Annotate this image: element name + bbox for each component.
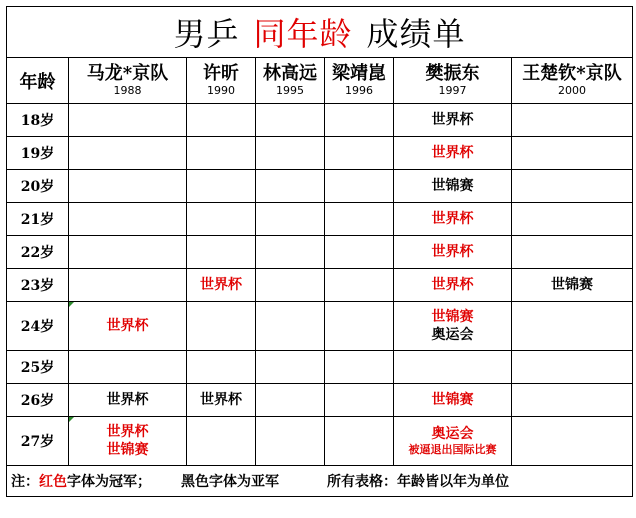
result-cell: [69, 384, 187, 417]
result-entry: 世界杯: [200, 392, 242, 408]
table-row: [7, 302, 633, 351]
result-cell: [512, 170, 633, 203]
table-row: [7, 269, 633, 302]
age-cell: 22岁: [7, 236, 69, 269]
result-cell: [69, 351, 187, 384]
note-red-word: 红色: [39, 474, 67, 490]
result-entry: 世锦赛: [431, 392, 474, 408]
player-header: [69, 58, 187, 104]
player-name: 许昕: [203, 63, 239, 84]
age-cell: 21岁: [7, 203, 69, 236]
result-entry: 奥运会: [431, 426, 474, 442]
player-header: [512, 58, 633, 104]
result-cell: [325, 384, 394, 417]
result-entry: 世界杯: [200, 277, 242, 293]
result-cell: [512, 137, 633, 170]
player-header: [187, 58, 256, 104]
player-name: 梁靖崑: [332, 63, 386, 84]
result-entry: 世界杯: [431, 244, 474, 260]
result-cell: [187, 384, 256, 417]
player-year: 1990: [207, 84, 235, 97]
age-cell: 24岁: [7, 302, 69, 351]
result-cell: [256, 170, 325, 203]
title-part2: 同年龄: [253, 15, 353, 53]
result-cell: [69, 203, 187, 236]
result-cell: [394, 417, 512, 466]
age-cell: 25岁: [7, 351, 69, 384]
result-cell: [187, 137, 256, 170]
table-row: [7, 137, 633, 170]
result-cell: [394, 302, 512, 351]
result-cell: [325, 351, 394, 384]
result-cell: [325, 302, 394, 351]
result-cell: [394, 203, 512, 236]
result-entry: 被逼退出国际比赛: [408, 443, 497, 456]
result-cell: [256, 417, 325, 466]
player-header: [256, 58, 325, 104]
result-entry: 世界杯: [431, 112, 474, 128]
result-cell: [256, 236, 325, 269]
result-cell: [394, 351, 512, 384]
legend-note: [7, 466, 633, 497]
result-cell: [512, 351, 633, 384]
table-row: [7, 351, 633, 384]
table-row: [7, 104, 633, 137]
result-cell: [256, 384, 325, 417]
result-cell: [187, 203, 256, 236]
result-cell: [69, 137, 187, 170]
result-cell: [69, 269, 187, 302]
table-row: [7, 203, 633, 236]
result-cell: [512, 203, 633, 236]
player-name: 马龙*京队: [86, 63, 169, 84]
result-entry: 世界杯: [431, 145, 474, 161]
result-entry: 世界杯: [106, 392, 149, 408]
result-cell: [256, 351, 325, 384]
result-entry: 世界杯: [106, 424, 149, 440]
table-row: [7, 170, 633, 203]
age-cell: 26岁: [7, 384, 69, 417]
result-entry: 世锦赛: [106, 442, 149, 458]
age-cell: 18岁: [7, 104, 69, 137]
result-entry: 世界杯: [431, 211, 474, 227]
result-cell: [187, 302, 256, 351]
note-black-text: 黑色字体为亚军: [181, 474, 279, 490]
table-row: [7, 236, 633, 269]
result-cell: [325, 104, 394, 137]
result-cell: [394, 170, 512, 203]
result-cell: [394, 137, 512, 170]
result-cell: [69, 170, 187, 203]
result-cell: [256, 302, 325, 351]
table-row: [7, 417, 633, 466]
player-year: 1997: [438, 84, 467, 97]
result-entry: 世锦赛: [431, 309, 474, 325]
result-cell: [325, 137, 394, 170]
title-row: [7, 7, 633, 58]
header-row: [7, 58, 633, 104]
result-cell: [69, 302, 187, 351]
note-red-rest: 字体为冠军；: [67, 474, 151, 490]
result-cell: [512, 236, 633, 269]
result-cell: [512, 104, 633, 137]
result-cell: [256, 137, 325, 170]
result-cell: [325, 236, 394, 269]
result-cell: [69, 417, 187, 466]
result-entry: 世锦赛: [551, 277, 594, 293]
age-cell: 23岁: [7, 269, 69, 302]
result-cell: [187, 417, 256, 466]
result-cell: [394, 269, 512, 302]
result-cell: [512, 417, 633, 466]
result-cell: [187, 104, 256, 137]
player-year: 1988: [113, 84, 142, 97]
player-header: [325, 58, 394, 104]
player-name: 王楚钦*京队: [522, 63, 622, 84]
result-cell: [512, 302, 633, 351]
note-table-text: 所有表格：年龄皆以年为单位: [327, 474, 509, 490]
result-cell: [187, 269, 256, 302]
result-cell: [325, 203, 394, 236]
result-entry: 奥运会: [431, 327, 474, 343]
result-cell: [512, 269, 633, 302]
result-cell: [512, 384, 633, 417]
result-cell: [187, 236, 256, 269]
result-cell: [256, 104, 325, 137]
player-year: 1995: [276, 84, 304, 97]
result-entry: 世界杯: [431, 277, 474, 293]
title-part1: 男乒: [173, 15, 240, 53]
player-year: 1996: [345, 84, 373, 97]
age-cell: 20岁: [7, 170, 69, 203]
result-cell: [187, 170, 256, 203]
result-cell: [325, 417, 394, 466]
result-cell: [394, 384, 512, 417]
player-name: 樊振东: [425, 63, 480, 84]
result-cell: [187, 351, 256, 384]
table-title: [7, 7, 633, 58]
table-row: [7, 384, 633, 417]
result-cell: [325, 269, 394, 302]
age-header: 年龄: [7, 58, 69, 104]
result-cell: [325, 170, 394, 203]
result-cell: [394, 104, 512, 137]
results-table: [6, 6, 633, 497]
result-entry: 世界杯: [106, 318, 149, 334]
note-row: [7, 466, 633, 497]
result-entry: 世锦赛: [431, 178, 474, 194]
age-cell: 19岁: [7, 137, 69, 170]
age-cell: 27岁: [7, 417, 69, 466]
result-cell: [394, 236, 512, 269]
player-year: 2000: [558, 84, 587, 97]
result-cell: [69, 104, 187, 137]
player-header: [394, 58, 512, 104]
note-prefix: 注：: [11, 474, 39, 490]
title-part3: 成绩单: [366, 15, 466, 53]
result-cell: [69, 236, 187, 269]
result-cell: [256, 269, 325, 302]
player-name: 林高远: [263, 63, 317, 84]
result-cell: [256, 203, 325, 236]
